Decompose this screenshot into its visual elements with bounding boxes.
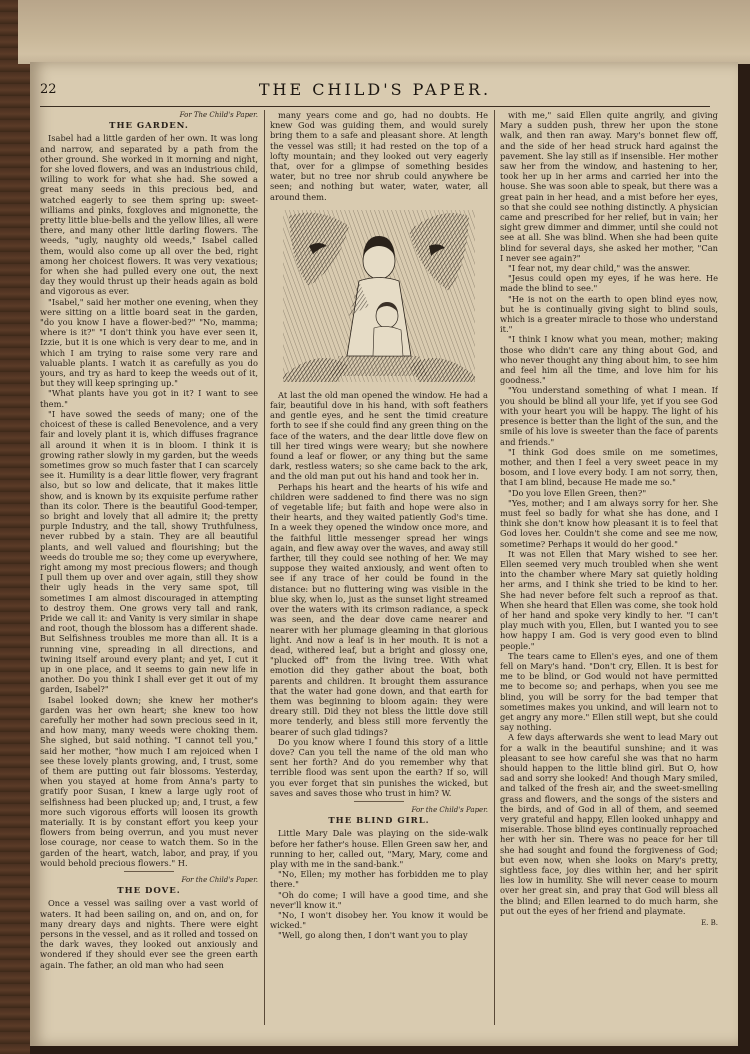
paragraph: "I fear not, my dear child," was the answer. <box>508 263 691 274</box>
article-attribution: For The Child's Paper. <box>179 111 258 119</box>
author-signoff: E. B. <box>701 919 718 928</box>
article-title: THE GARDEN. <box>109 121 189 132</box>
paragraph: many years come and go, had no doubts. He knew God was guiding them, and would surely bring them to a safe and pleasant shore. At length the vessel was still; it had rested on the top of a lofty mountain; and they looked out very eagerly that, over for a glimpse of something besides water, but no tree nor shrub could anywhere be seen; and nothing but water, water, water, all around them. <box>270 110 488 202</box>
paragraph: "What plants have you got in it? I want to see them." <box>40 388 258 409</box>
book-binding <box>0 0 30 1054</box>
paragraph: "No, I won't disobey her. You know it would be wicked." <box>270 909 488 931</box>
paragraph: "Jesus could open my eyes, if he was here. He made the blind to see." <box>500 273 718 294</box>
column-rule <box>494 110 495 1025</box>
column-1 <box>40 110 258 1030</box>
paragraph: "You understand something of what I mean. If you should be blind all your life, yet if you see God with your heart you will be happy. The light of his presence is better than the light of the sun, and the smile of his love is sweeter than the face of parents and friends." <box>500 385 718 447</box>
engraving-image <box>279 206 479 386</box>
engraving-illustration <box>279 206 479 386</box>
paragraph: "Well, go along then, I don't want you to play <box>278 930 468 941</box>
page-number: 22 <box>40 82 57 97</box>
paragraph: with me," said Ellen quite angrily, and giving Mary a sudden push, threw her upon the stone walk, and then ran away. Mary's bonnet flew off, and the side of her head struck hard against the pavement. She lay still as if insensible. Her mother saw her from the window, and hastening to her, took her up in her arms and carried her into the house. She was soon able to speak, but there was a great pain in her head, and a mist before her eyes, so that she could see nothing distinctly. A physician came and prescribed for her relief, but in vain; her sight grew dimmer and dimmer, until she could not see at all. She was blind. When she had been quite blind for several days, she asked her mother, "Can I never see again?" <box>500 110 718 263</box>
paragraph: Little Mary Dale was playing on the side-walk before her father's house. Ellen Green saw her, and running to her, called out, "Mary, Mary, come and play with me in the sand-bank." <box>270 828 488 869</box>
paragraph: A few days afterwards she went to lead Mary out for a walk in the beautiful sunshine; and it was pleasant to see how careful she was that no harm should happen to the little blind girl. But O, how sad and sorry she looked! And though Mary smiled, and talked of the fresh air, and the sweet-smelling grass and flowers, and the songs of the sisters and the birds, and of God in all of them, and seemed very grateful and happy, Ellen looked unhappy and miserable. Those blind eyes continually reproached her with her sin. There was no peace for her till she had sought and found the forgiveness of God; but even now, when she looks on Mary's pretty, sightless face, joy dies within her, and her spirit lies low in humility. She will never cease to mourn over her great sin, and pray that God will bless all the blind; and Ellen learned to do much harm, she put out the eyes of her friend and playmate. <box>500 732 718 916</box>
article-title: THE BLIND GIRL. <box>328 816 430 827</box>
paragraph: "I have sowed the seeds of many; one of the choicest of these is called Benevolence, and a very fair and lovely plant it is, which diffuses fragrance all around it when it is in bloom. I think it is growing rather slowly in my garden, but the weeds sometimes grow so much faster that I can scarcely see it. Humility is a dear little flower, very fragrant also, but so low and delicate, that it makes little show, and is known by its exquisite perfume rather than its color. There is the beautiful Good-temper, so bright and lovely that all admire it; the pretty purple Industry, and the tall, showy Truthfulness, never rubbed by a stain. They are all beautiful plants, and well valued and flourishing; but the weeds do trouble me so; they come up everywhere, right among my most precious flowers; and though I pull them up over and over again, still they show their ugly heads in the very same spot, till sometimes I am almost discouraged in attempting to destroy them. One grows very tall and rank, Pride we call it: and Vanity is very similar in shape and root, though the blossom has a different shade. But Selfishness troubles me more than all. It is a running vine, spreading in all directions, and twining itself around every plant; and yet, I cut it up in one place, and it seems to gain new life in another. Do you think I shall ever get it out of my garden, Isabel?" <box>40 408 258 695</box>
column-rule <box>264 110 265 1025</box>
paragraph: Isabel looked down; she knew her mother's garden was her own heart; she knew too how carefully her mother had sown precious seed in it, and how many, many weeds were choking them. She sighed, but said nothing. "I cannot tell you," said her mother, "how much I am rejoiced when I see these lovely plants growing, and, I trust, some of them are putting out fair blossoms. Yesterday, when you stayed at home from Anna's party to gratify poor Susan, I knew a large ugly root of selfishness had been plucked up; and, I trust, a few more such vigorous efforts will loosen its growth materially. It is by constant effort you keep your flowers from being overrun, and you must never lose courage, nor cease to watch them. So in the garden of the heart, watch, labor, and pray, if you would behold precious flowers." H. <box>40 694 258 868</box>
paragraph: Perhaps his heart and the hearts of his wife and children were saddened to find there was no sign of vegetable life; but faith and hope were also in their hearts, and they waited patiently God's time. In a week they opened the window once more, and the faithful little messenger spread her wings again, and flew away over the waves, and away still farther, till they could see nothing of her. We may suppose they waited anxiously, and went often to see if any trace of her could be found in the distance: but no fluttering wing was visible in the blue sky, when lo, just as the sunset light streamed over the waters with its crimson radiance, a speck was seen, and the dear dove came nearer and nearer with her plumage gleaming in that glorious light. And now a leaf is in her mouth. It is not a dead, withered leaf, but a bright and glossy one, "plucked off" from the living tree. With what emotion did they gather about the boat, both parents and children. It brought them assurance that the water had gone down, and that earth for them was beginning to bloom again: they were dreary still. Did they not bless the little dove still more tenderly, and bless still more fervently the bearer of such glad tidings? <box>270 481 488 737</box>
paragraph: "Oh do come; I will have a good time, and she never'll know it." <box>270 889 488 910</box>
paragraph: Do you know where I found this story of a little dove? Can you tell the name of the old man who sent her forth? And do you remember why that terrible flood was sent upon the earth? If so, will you ever forget that sin punishes the wicked, but saves and saves those who trust in him? W. <box>270 736 488 798</box>
article-attribution: For the Child's Paper. <box>181 876 258 885</box>
paragraph: "He is not on the earth to open blind eyes now, but he is continually giving sight to blind souls, which is a greater miracle to those who understand it." <box>500 293 718 335</box>
paragraph: "Isabel," said her mother one evening, when they were sitting on a little board seat in the garden, "do you know I have a flower-bed?" "No, mamma; where is it?" "I don't think you have ever seen it, Izzie, but it is one which is very dear to me, and in which I am trying to raise some very rare and valuable plants. I watch it as carefully as you do yours, and try as hard to keep the weeds out of it, but they will keep springing up." <box>40 296 258 389</box>
previous-page-edge <box>18 0 750 64</box>
paragraph: "No, Ellen; my mother has forbidden me to play there." <box>270 869 488 890</box>
article-title: THE DOVE. <box>117 886 181 897</box>
article-attribution: For the Child's Paper. <box>411 805 488 814</box>
separator <box>354 801 404 802</box>
paragraph: The tears came to Ellen's eyes, and one of them fell on Mary's hand. "Don't cry, Ellen. It is best for me to be blind, or God would not have permitted me to become so; and perhaps, when you see me blind, you will be sorry for the bad temper that sometimes makes you unkind, and will learn not to get angry any more." Ellen still wept, but she could say nothing. <box>500 650 718 733</box>
running-title: THE CHILD'S PAPER. <box>258 80 492 99</box>
paragraph: Isabel had a little garden of her own. It was long and narrow, and separated by a path from the other ground. She worked in it morning and night, for she loved flowers, and was an industrious child, willing to work for what she had. She sowed a great many seeds in this precious bed, and watched eagerly to see them spring up: sweet-williams and pinks, foxgloves and mignonette, the pretty little blue-bells and the yellow lilies, all were there, and many other little darling flowers. The weeds, "ugly, naughty old weeds," Isabel called them, would also come up all over the bed, right among her choicest flowers. It was very vexatious; for when she had pulled every one out, the next day they would thrust up their heads again as bold and vigorous as ever. <box>40 133 258 297</box>
paragraph: At last the old man opened the window. He had a fair, beautiful dove in his hand, with soft feathers and gentle eyes, and he sent the timid creature forth to see if she could find any green thing on the face of the waters, and the dear little dove flew on till her tired wings were weary; but she nowhere found a leaf or flower, or any thing but the same dark, restless waters; so she came back to the ark, and the old man put out his hand and took her in. <box>270 389 488 482</box>
paragraph: "Yes, mother; and I am always sorry for her. She must feel so badly for what she has done, and I think she don't know how pleasant it is to feel that God loves her. Couldn't she come and see me now, sometime? Perhaps it would do her good." <box>500 497 718 549</box>
paragraph: "I think I know what you mean, mother; making those who didn't care any thing about God, and who never thought any thing about him, to see him and feel him all the time, and love him for his goodness." <box>500 334 718 386</box>
column-2 <box>270 110 488 1030</box>
paragraph: "I think God does smile on me sometimes, mother, and then I feel a very sweet peace in my bosom, and I love every body. I am not sorry, then, that I am blind, because He made me so." <box>500 446 718 488</box>
paragraph: Once a vessel was sailing over a vast world of waters. It had been sailing on, and on, and on, for many dreary days and nights. There were eight persons in the vessel, and as it rolled and tossed on the dark waves, they looked out anxiously and wondered if they should ever see the green earth again. The father, an old man who had seen <box>40 898 258 970</box>
page-header <box>40 80 710 107</box>
separator <box>124 871 174 872</box>
column-3 <box>500 110 718 1030</box>
paragraph: "Do you love Ellen Green, then?" <box>508 487 647 498</box>
paragraph: It was not Ellen that Mary wished to see her. Ellen seemed very much troubled when she went into the chamber where Mary sat quietly holding her arms, and I think she tried to be kind to her. She had never before felt such a reproof as that. When she heard that Ellen was come, she took hold of her hand and spoke very kindly to her. "I can't play much with you, Ellen, but I wanted you to see how happy I am. God is very good even to blind people." <box>500 548 718 651</box>
